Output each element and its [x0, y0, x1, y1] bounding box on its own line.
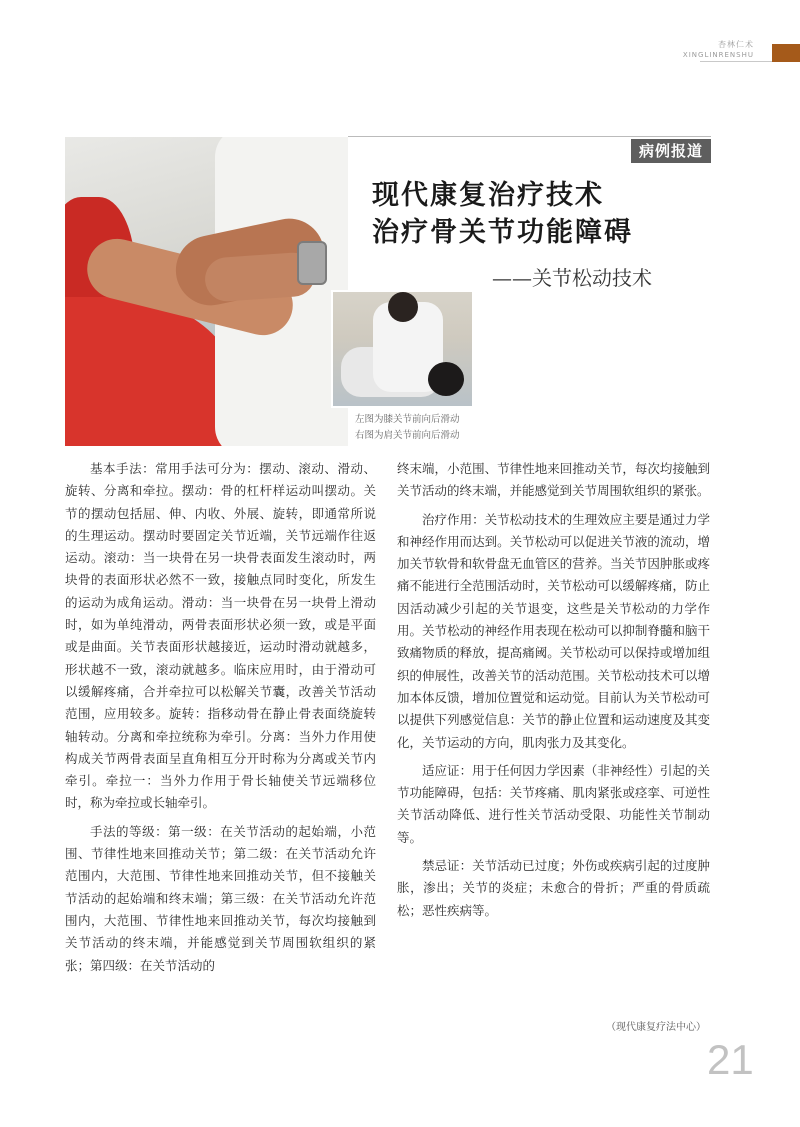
brand-en: XINGLINRENSHU	[682, 51, 754, 59]
brand-cn: 杏林仁术	[718, 40, 754, 49]
title-line-2: 治疗骨关节功能障碍	[372, 217, 633, 248]
knee-mobilization-photo	[65, 137, 348, 446]
right-column	[397, 458, 710, 928]
title-rule	[348, 136, 711, 137]
shoulder-mobilization-photo	[331, 290, 474, 408]
header-accent-bar	[772, 44, 800, 62]
title-line-1: 现代康复治疗技术	[372, 180, 604, 211]
caption-line-1: 左图为膝关节前向后滑动	[355, 414, 460, 425]
paragraph-basic-techniques: 基本手法：常用手法可分为：摆动、滚动、滑动、旋转、分离和牵拉。摆动：骨的杠杆样运动叫摆动。关节的摆动包括屈、伸、内收、外展、旋转，即通常所说的生理运动。摆动时要固定关节近端，关节远端作往返运动。滚动：当一块骨在另一块骨表面发生滚动时，两块骨的表面形状必然不一致，接触点同时变化，所发生的运动为成角运动。滑动：当一块骨在另一块骨上滑动时，如为单纯滑动，两骨表面形状必须一致，或是平面或是曲面。关节表面形状越接近，运动时滑动就越多，形状越不一致，滚动就越多。临床应用时，由于滑动可以缓解疼痛，合并牵拉可以松解关节囊，改善关节活动范围，应用较多。旋转：指移动骨在静止骨表面绕旋转轴转动。分离和牵拉统称为牵引。分离：当外力作用使构成关节两骨表面呈直角相互分开时称为分离或关节内牵引。牵拉一：当外力作用于骨长轴使关节远端移位时，称为牵拉或长轴牵引。	[65, 461, 376, 811]
article-subtitle: ——关节松动技术	[492, 266, 652, 290]
photo-wristwatch	[297, 241, 327, 285]
paragraph-therapeutic-effects: 治疗作用：关节松动技术的生理效应主要是通过力学和神经作用而达到。关节松动可以促进关节液的流动，增加关节软骨和软骨盘无血管区的营养。当关节因肿胀或疼痛不能进行全范围活动时，关节松动可以缓解疼痛，防止因活动减少引起的关节退变，这些是关节松动的力学作用。关节松动的神经作用表现在松动可以抑制脊髓和脑干致痛物质的释放，提高痛阈。关节松动可以保持或增加组织的伸展性，改善关节的活动范围。关节松动技术可以增加本体反馈，增加位置觉和运动觉。目前认为关节松动可以提供下列感觉信息：关节的静止位置和运动速度及其变化，关节运动的方向，肌肉张力及其变化。	[397, 511, 710, 750]
article-source: （现代康复疗法中心）	[606, 1022, 706, 1033]
header-brand	[683, 40, 754, 60]
photo-therapist-head	[388, 292, 418, 322]
caption-line-2: 右图为肩关节前向后滑动	[355, 430, 460, 441]
paragraph-grades-continued: 终末端，小范围、节律性地来回推动关节，每次均接触到关节活动的终末端，并能感觉到关节周围软组织的紧张。	[397, 461, 710, 499]
photo-patient-head	[428, 362, 464, 396]
photo-caption	[355, 412, 460, 444]
section-tag: 病例报道	[631, 139, 711, 163]
left-column	[65, 458, 376, 983]
paragraph-indications: 适应证：用于任何因力学因素（非神经性）引起的关节功能障碍，包括：关节疼痛、肌肉紧张或痉挛、可逆性关节活动降低、进行性关节活动受限、功能性关节制动等。	[397, 762, 710, 845]
article-title	[372, 177, 712, 251]
paragraph-contraindications: 禁忌证：关节活动已过度；外伤或疾病引起的过度肿胀，渗出；关节的炎症；未愈合的骨折；严重的骨质疏松；恶性疾病等。	[397, 858, 710, 918]
page-number: 21	[707, 1036, 754, 1083]
header-rule	[700, 61, 772, 62]
paragraph-technique-grades: 手法的等级：第一级：在关节活动的起始端，小范围、节律性地来回推动关节；第二级：在关节活动允许范围内，大范围、节律性地来回推动关节，但不接触关节活动的起始端和终末端；第三级：在关节活动允许范围内，大范围、节律性地来回推动关节，每次均接触到关节活动的终末端，并能感觉到关节周围软组织的紧张；第四级：在关节活动的	[65, 823, 376, 973]
